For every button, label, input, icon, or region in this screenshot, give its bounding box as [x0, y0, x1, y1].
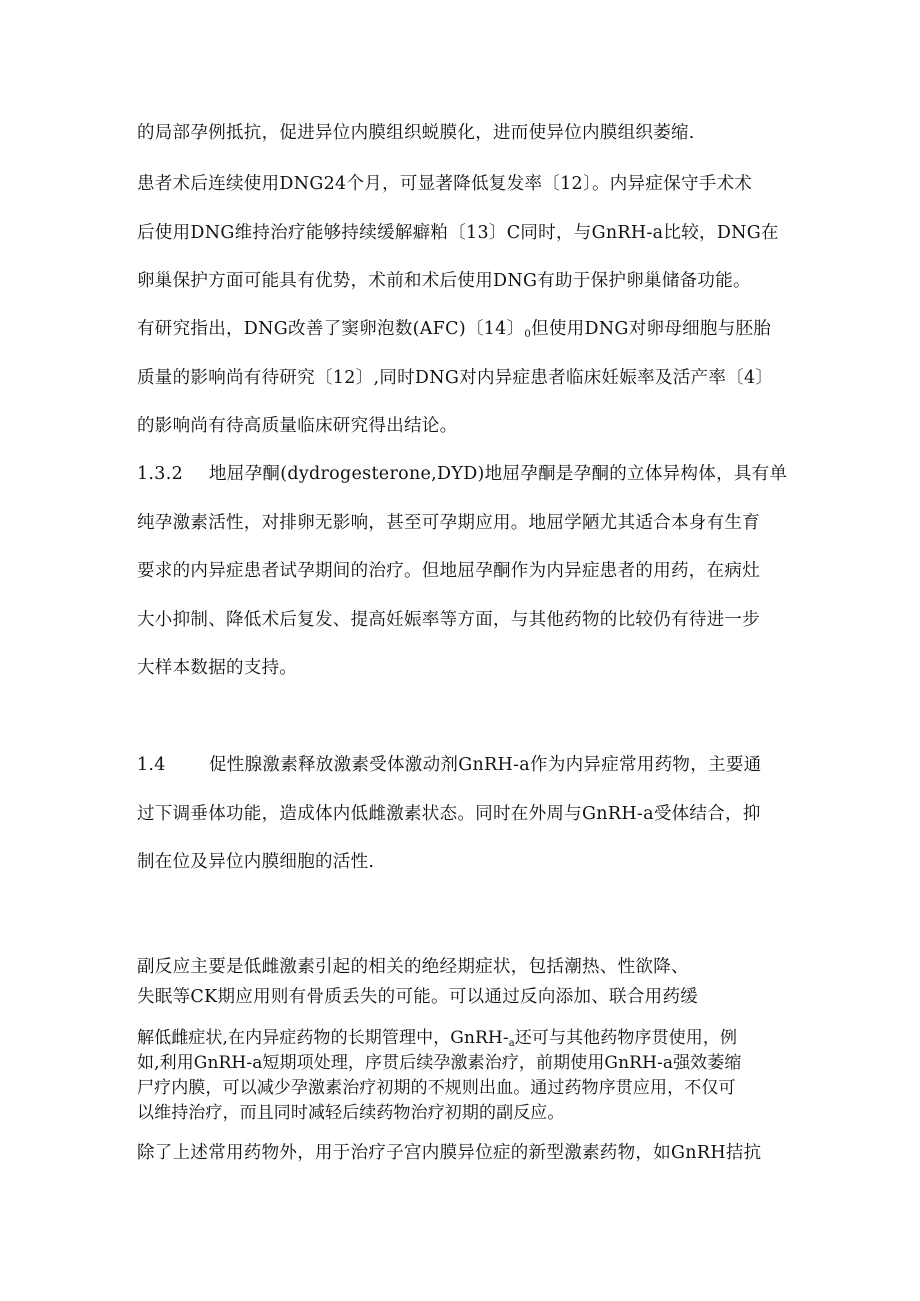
text-line: 除了上述常用药物外，用于治疗子宫内膜异位症的新型激素药物，如GnRH拮抗 — [137, 1143, 762, 1163]
text-line: 患者术后连续使用DNG24个月，可显著降低复发率〔12〕。内异症保守手术术 — [137, 174, 753, 194]
text-fragment: 还可与其他药物序贯使用，例 — [514, 1028, 738, 1048]
text-line: 质量的影响尚有待研究〔12〕,同时DNG对内异症患者临床妊娠率及活产率〔4〕 — [137, 368, 774, 388]
text-line: 尸疗内膜，可以减少孕激素治疗初期的不规则出血。通过药物序贯应用，不仅可 — [137, 1078, 736, 1098]
text-fragment: 解低雌症状,在内异症药物的长期管理中，GnRH- — [137, 1028, 509, 1048]
text-line: 后使用DNG维持治疗能够持续缓解癖粕〔13〕C同时，与GnRH-a比较，DNG在 — [137, 223, 779, 243]
text-line: 的局部孕例抵抗，促进异位内膜组织蜕膜化，进而使异位内膜组织萎缩. — [137, 123, 695, 143]
subscript: a — [508, 1038, 515, 1049]
section-number: 1.3.2 — [137, 464, 184, 484]
text-fragment: 但使用DNG对卵母细胞与胚胎 — [531, 319, 772, 339]
text-line: 过下调垂体功能，造成体内低雌激素状态。同时在外周与GnRH-a受体结合，抑 — [137, 804, 761, 824]
text-line: 副反应主要是低雌激素引起的相关的绝经期症状，包括潮热、性欲降、 — [137, 957, 689, 977]
text-line: 纯孕激素活性，对排卵无影响，甚至可孕期应用。地屈学陋尤其适合本身有生育 — [137, 513, 760, 533]
text-fragment: 促性腺激素释放激素受体激动剂GnRH-a作为内异症常用药物，主要通 — [209, 755, 762, 775]
text-line: 的影响尚有待高质量临床研究得出结论。 — [137, 416, 458, 436]
subscript: 0 — [524, 329, 532, 340]
text-line: 制在位及异位内膜细胞的活性. — [137, 852, 375, 872]
text-fragment: 地屈孕酮(dydrogesterone,DYD)地屈孕酮是孕酮的立体异构体，具有单 — [209, 464, 788, 484]
text-line: 要求的内异症患者试孕期间的治疗。但地屈孕酮作为内异症患者的用药，在病灶 — [137, 561, 760, 581]
text-line — [137, 317, 771, 347]
text-line: 失眠等CK期应用则有骨质丢失的可能。可以通过反向添加、联合用药缓 — [137, 987, 699, 1007]
text-line: 大样本数据的支持。 — [137, 658, 298, 678]
text-fragment: 有研究指出，DNG改善了窦卵泡数(AFC)〔14〕 — [137, 319, 525, 339]
section-1-4-first-line — [137, 753, 761, 777]
text-line: 卵巢保护方面可能具有优势，术前和术后使用DNG有助于保护卵巢储备功能。 — [137, 271, 751, 291]
text-line: 如,利用GnRH-a短期项处理，序贯后续孕激素治疗，前期使用GnRH-a强效萎缩 — [137, 1053, 742, 1073]
section-number: 1.4 — [137, 755, 166, 775]
section-1-3-2-first-line — [137, 462, 787, 486]
text-line: 大小抑制、降低术后复发、提高妊娠率等方面，与其他药物的比较仍有待进一步 — [137, 610, 760, 630]
text-line: 以维持治疗，而且同时减轻后续药物治疗初期的副反应。 — [137, 1103, 565, 1123]
